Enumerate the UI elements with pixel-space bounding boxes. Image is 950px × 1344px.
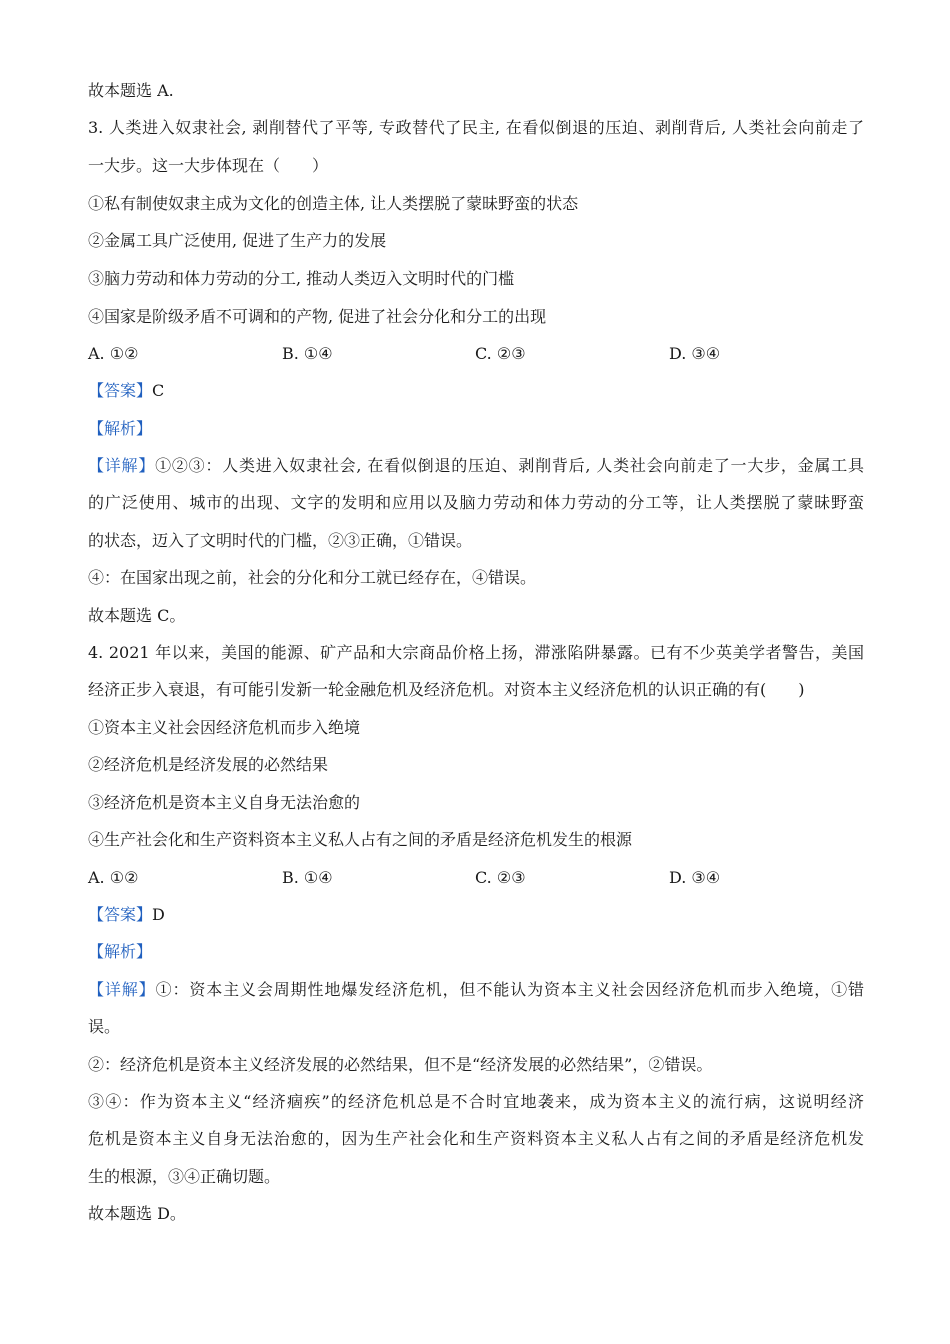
q3-stem-line1: 3. 人类进入奴隶社会, 剥削替代了平等, 专政替代了民主, 在看似倒退的压迫、剥削背后, 人类社会向前走了 [88, 118, 864, 137]
q3-analysis-tag: 【解析】 [88, 419, 153, 438]
q3-item-1: ①私有制使奴隶主成为文化的创造主体, 让人类摆脱了蒙昧野蛮的状态 [88, 194, 579, 213]
q4-detail-line4: ③④：作为资本主义“经济痼疾”的经济危机总是不合时宜地袭来，成为资本主义的流行病，这说明经济 [88, 1092, 864, 1111]
q4-item-4: ④生产社会化和生产资料资本主义私人占有之间的矛盾是经济危机发生的根源 [88, 830, 633, 849]
q4-stem-line1: 4. 2021 年以来，美国的能源、矿产品和大宗商品价格上扬，滞涨陷阱暴露。已有不少英美学者警告，美国 [88, 643, 864, 662]
q3-detail-line3: 的状态，迈入了文明时代的门槛，②③正确，①错误。 [88, 531, 473, 550]
q3-detail-line2: 的广泛使用、城市的出现、文字的发明和应用以及脑力劳动和体力劳动的分工等，让人类摆脱了蒙昧野蛮 [88, 493, 864, 512]
q3-detail-line1 [88, 455, 864, 477]
q3-answer-value: C [152, 381, 165, 400]
q3-item-4: ④国家是阶级矛盾不可调和的产物, 促进了社会分化和分工的出现 [88, 307, 547, 326]
prev-conclusion: 故本题选 A. [88, 81, 174, 100]
q4-answer-tag: 【答案】 [88, 905, 153, 924]
q4-analysis-tag: 【解析】 [88, 942, 153, 961]
q3-option-b: B. ①④ [282, 344, 333, 363]
q4-option-c: C. ②③ [475, 868, 526, 887]
q3-item-2: ②金属工具广泛使用, 促进了生产力的发展 [88, 231, 387, 250]
q3-answer [88, 380, 164, 402]
q3-stem-line2: 一大步。这一大步体现在（ ） [88, 156, 329, 175]
q3-answer-tag: 【答案】 [88, 381, 153, 400]
q3-option-d: D. ③④ [669, 344, 721, 363]
q3-item-3: ③脑力劳动和体力劳动的分工, 推动人类迈入文明时代的门槛 [88, 269, 515, 288]
q3-detail-tag: 【详解】 [88, 456, 156, 475]
q4-detail-line1 [88, 979, 864, 1001]
q3-option-a: A. ①② [88, 344, 139, 363]
q4-item-2: ②经济危机是经济发展的必然结果 [88, 755, 329, 774]
q4-option-a: A. ①② [88, 868, 139, 887]
q4-stem-line2: 经济正步入衰退，有可能引发新一轮金融危机及经济危机。对资本主义经济危机的认识正确的有( ) [88, 680, 805, 699]
q3-detail-text1: ①②③：人类进入奴隶社会, 在看似倒退的压迫、剥削背后, 人类社会向前走了一大步，金属工具 [155, 456, 864, 475]
q3-option-c: C. ②③ [475, 344, 526, 363]
q4-detail-line6: 生的根源，③④正确切题。 [88, 1167, 281, 1186]
q4-item-3: ③经济危机是资本主义自身无法治愈的 [88, 793, 361, 812]
q4-detail-line3: ②：经济危机是资本主义经济发展的必然结果，但不是“经济发展的必然结果”，②错误。 [88, 1055, 713, 1074]
q4-detail-line2: 误。 [88, 1017, 121, 1036]
q3-conclusion: 故本题选 C。 [88, 606, 186, 625]
q4-option-d: D. ③④ [669, 868, 721, 887]
q4-options [88, 867, 864, 889]
q4-item-1: ①资本主义社会因经济危机而步入绝境 [88, 718, 361, 737]
q4-answer-value: D [152, 905, 165, 924]
q3-detail-line4: ④：在国家出现之前，社会的分化和分工就已经存在，④错误。 [88, 568, 537, 587]
q4-detail-text1: ①：资本主义会周期性地爆发经济危机，但不能认为资本主义社会因经济危机而步入绝境，①错 [155, 980, 864, 999]
q4-detail-line5: 危机是资本主义自身无法治愈的，因为生产社会化和生产资料资本主义私人占有之间的矛盾是经济危机发 [88, 1129, 864, 1148]
q4-detail-tag: 【详解】 [88, 980, 156, 999]
q4-option-b: B. ①④ [282, 868, 333, 887]
q3-options [88, 343, 864, 365]
q4-conclusion: 故本题选 D。 [88, 1204, 186, 1223]
q4-answer [88, 904, 165, 926]
